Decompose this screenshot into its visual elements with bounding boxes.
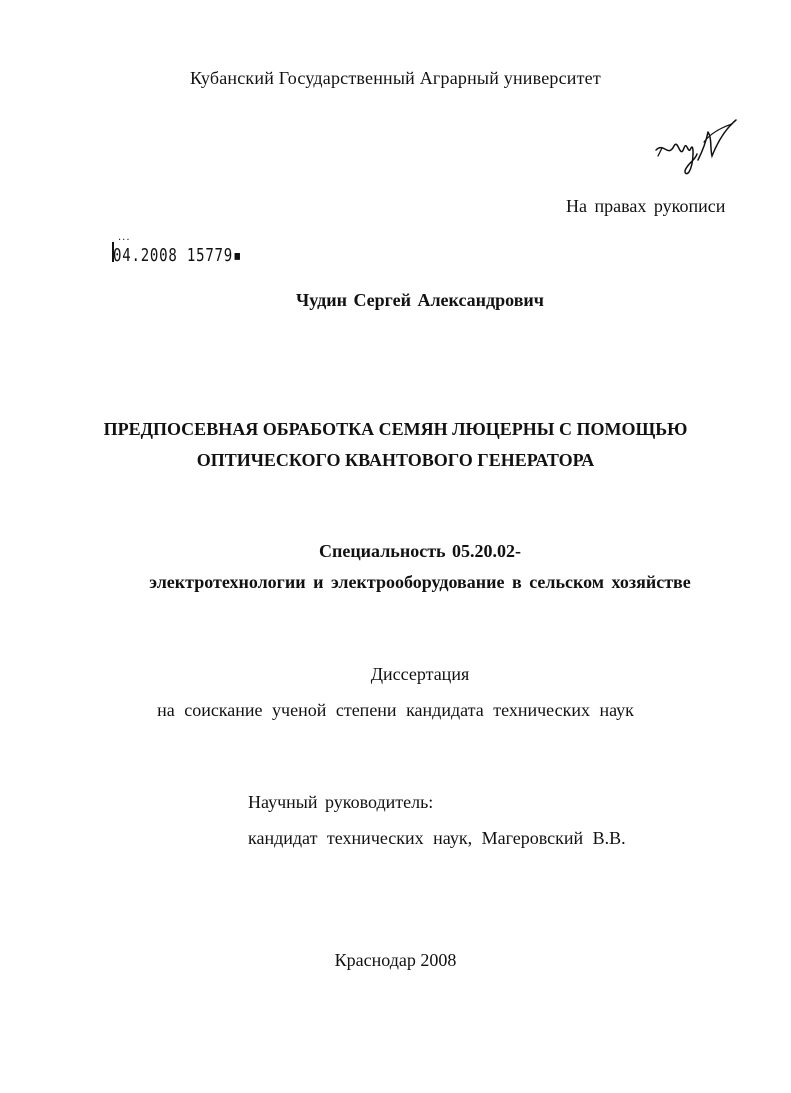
- dissertation-label: Диссертация: [370, 664, 470, 684]
- stamp-dots: ···: [118, 235, 131, 246]
- title-line-2: ОПТИЧЕСКОГО КВАНТОВОГО ГЕНЕРАТОРА: [196, 450, 595, 470]
- title-line-1: ПРЕДПОСЕВНАЯ ОБРАБОТКА СЕМЯН ЛЮЦЕРНЫ С ПОМОЩЬЮ: [103, 419, 688, 439]
- degree-line: на соискание ученой степени кандидата технических наук: [157, 700, 634, 720]
- supervisor-name: кандидат технических наук, Магеровский В.В.: [248, 828, 626, 848]
- registry-stamp-number: [113, 245, 242, 266]
- supervisor-label: Научный руководитель:: [248, 792, 434, 812]
- author-name: Чудин Сергей Александрович: [296, 290, 544, 310]
- city-year: Краснодар 2008: [334, 950, 457, 970]
- dissertation-title: [0, 414, 791, 476]
- manuscript-rights-note: На правах рукописи: [566, 196, 726, 216]
- specialty-name: электротехнологии и электрооборудование в сельском хозяйстве: [149, 572, 691, 592]
- university-name: Кубанский Государственный Аграрный университет: [190, 68, 601, 88]
- stamp-mark: ▪: [233, 245, 243, 266]
- registry-stamp-text: 04.2008 15779: [113, 245, 234, 266]
- specialty-label: Специальность 05.20.02-: [318, 541, 522, 561]
- handwritten-signature: [650, 112, 745, 182]
